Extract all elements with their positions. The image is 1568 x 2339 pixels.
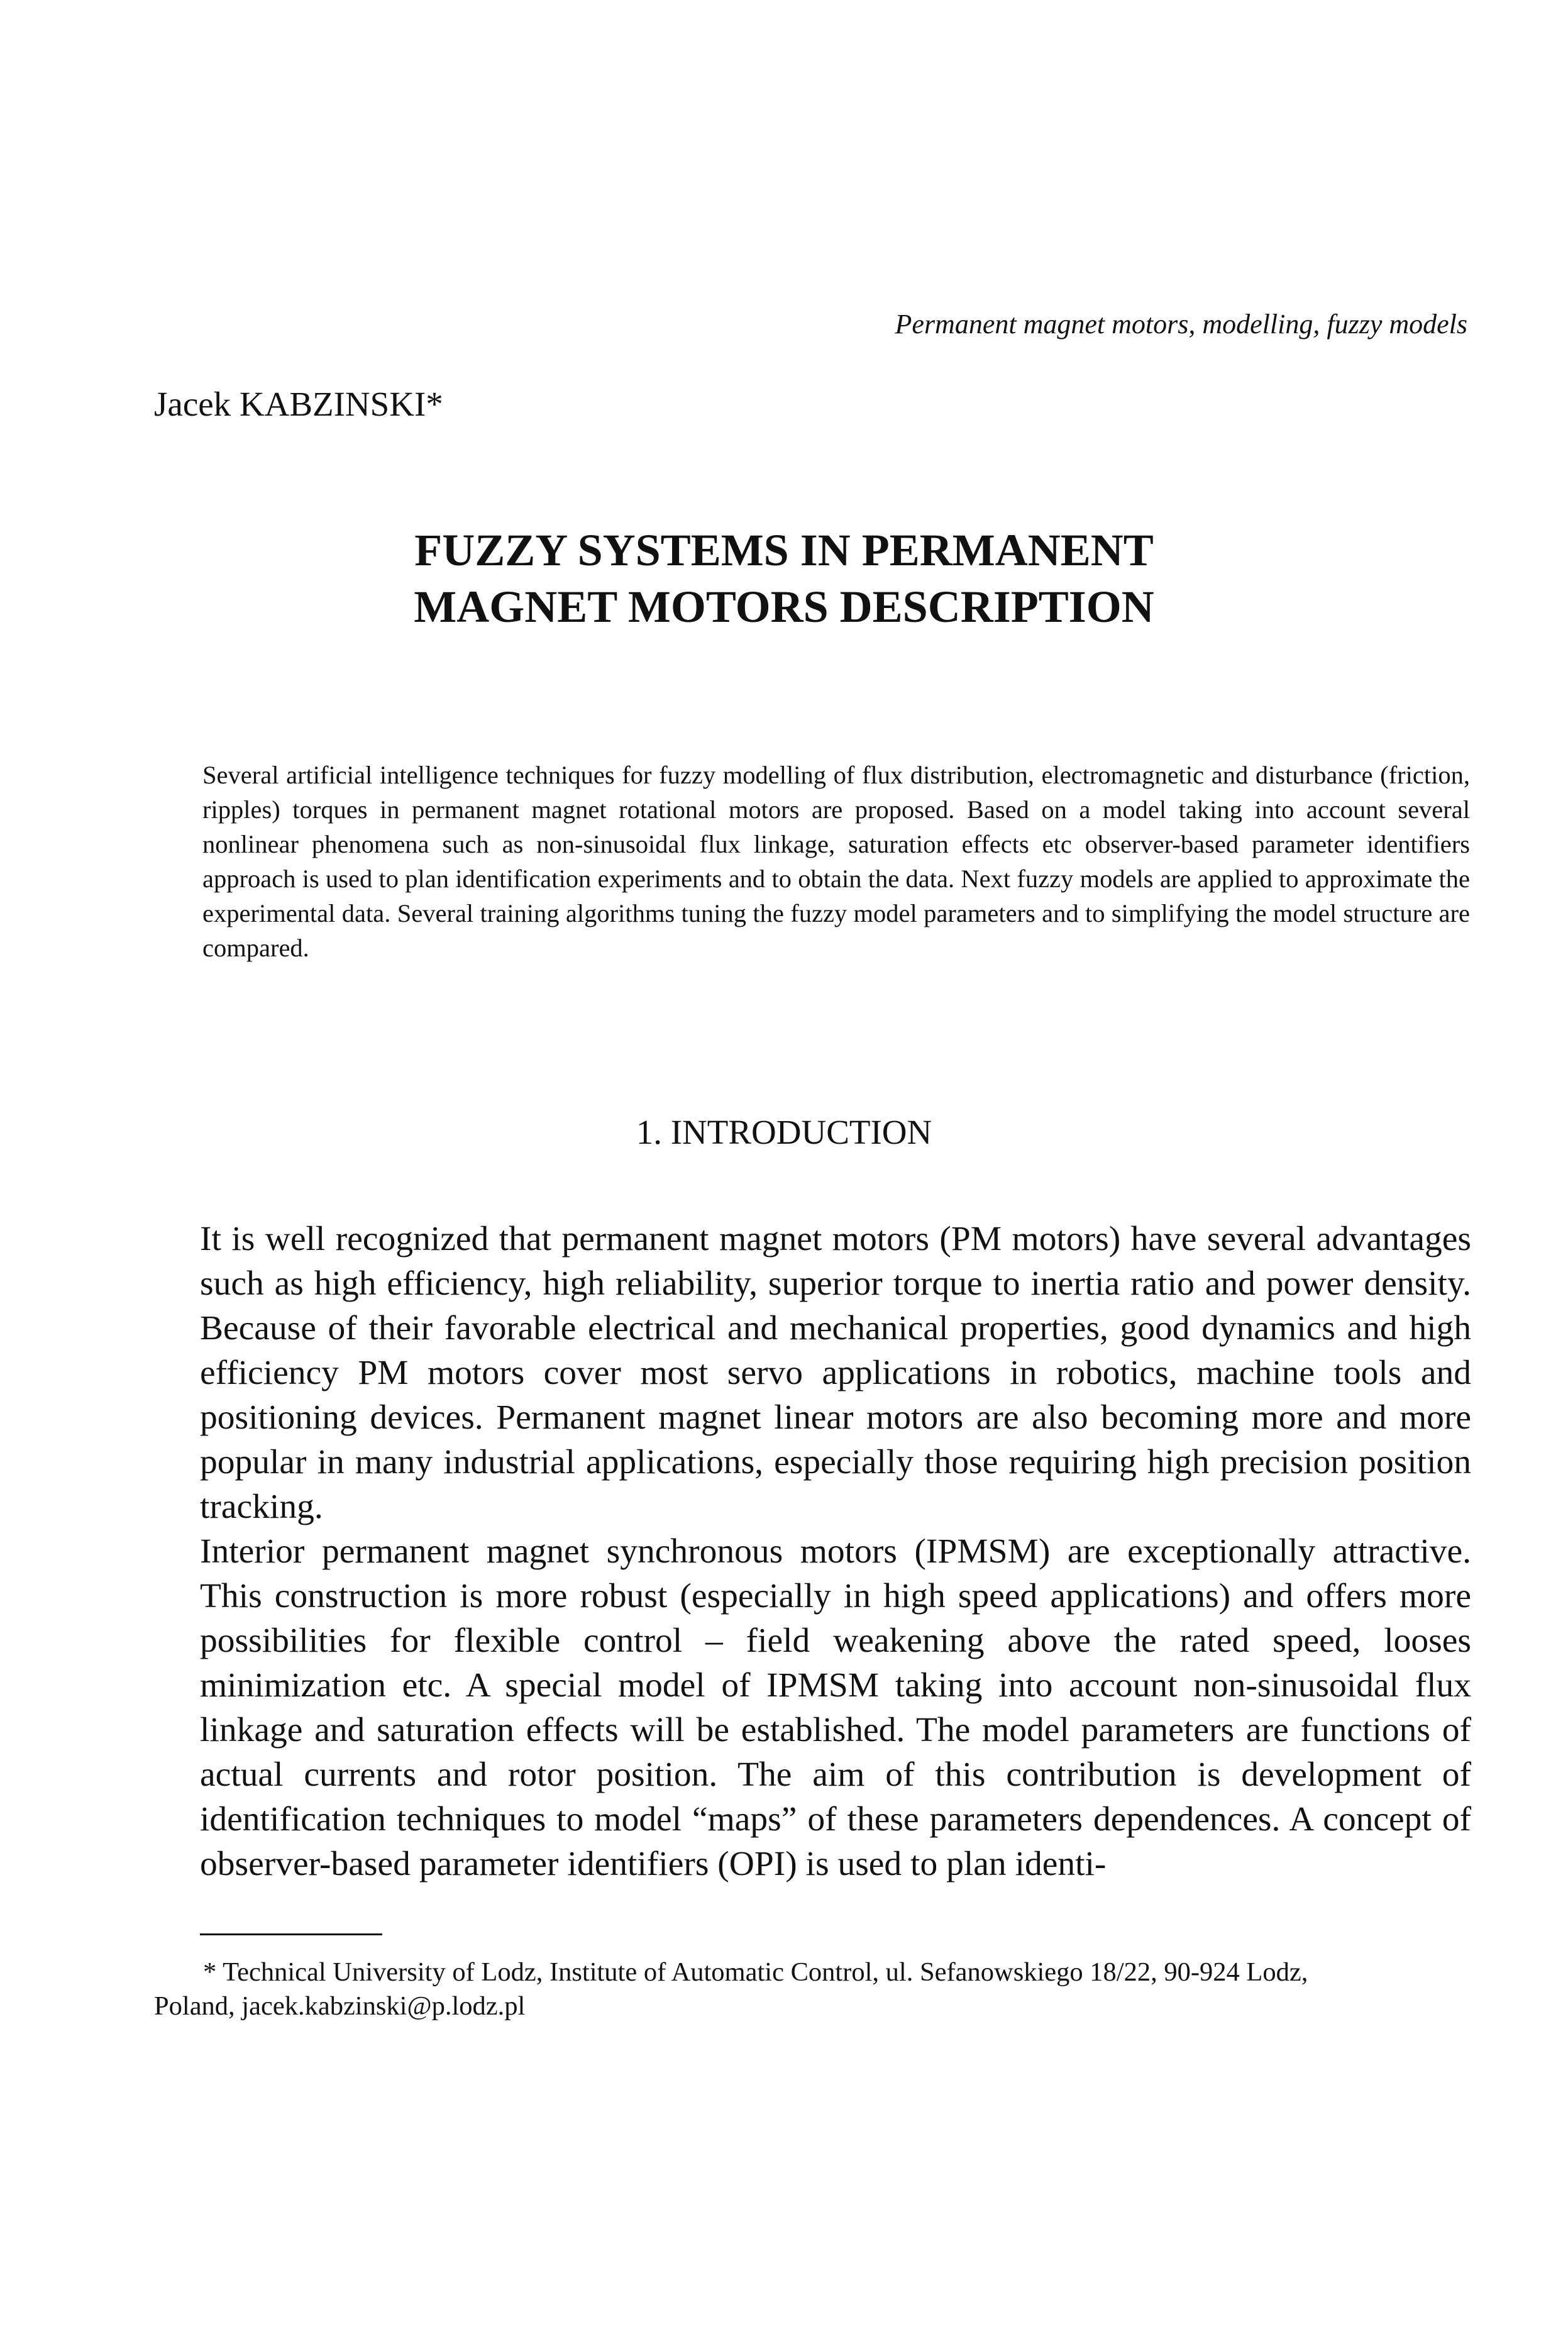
introduction-paragraph-2: Interior permanent magnet synchronous motors (IPMSM) are exceptionally attractive. This construction is more robust (especially in high speed applications) and offers more possibilities for flexible control – field weakening above the rated speed, looses minimization etc. A special model of IPMSM taking into account non-sinusoidal flux linkage and saturation effects will be established. The model parameters are functions of actual currents and rotor position. The aim of this contribution is development of identification techniques to model “maps” of these parameters dependences. A concept of observer-based parameter identifiers (OPI) is used to plan identi- — [200, 1532, 1471, 1883]
footnote — [154, 1955, 1469, 2023]
footnote-line-2: Poland, jacek.kabzinski@p.lodz.pl — [154, 1991, 526, 2021]
paper-title-line-2: MAGNET MOTORS DESCRIPTION — [414, 582, 1154, 632]
keywords: Permanent magnet motors, modelling, fuzzy models — [895, 309, 1467, 340]
footnote-line-1: * Technical University of Lodz, Institute of Automatic Control, ul. Sefanowskiego 18/22, 90-924 Lodz, — [203, 1957, 1308, 1987]
introduction-paragraph-1: It is well recognized that permanent magnet motors (PM motors) have several advantages such as high efficiency, high reliability, superior torque to inertia ratio and power density. Because of their favorable electrical and mechanical properties, good dynamics and high efficiency PM motors cover most servo applications in robotics, machine tools and positioning devices. Permanent magnet linear motors are also becoming more and more popular in many industrial applications, especially those requiring high precision position tracking. — [200, 1220, 1471, 1526]
footnote-divider — [200, 1933, 382, 1935]
paper-title — [0, 522, 1568, 635]
paper-title-line-1: FUZZY SYSTEMS IN PERMANENT — [414, 525, 1154, 575]
section-heading-introduction: 1. INTRODUCTION — [636, 1113, 932, 1151]
introduction-body — [200, 1217, 1471, 1886]
author-name: Jacek KABZINSKI* — [154, 385, 443, 423]
abstract: Several artificial intelligence techniques for fuzzy modelling of flux distribution, electromagnetic and disturbance (friction, ripples) torques in permanent magnet rotational motors are proposed. Based on a model taking into account several nonlinear phenomena such as non-sinusoidal flux linkage, saturation effects etc observer-based parameter identifiers approach is used to plan identification experiments and to obtain the data. Next fuzzy models are applied to approximate the experimental data. Several training algorithms tuning the fuzzy model parameters and to simplifying the model structure are compared. — [202, 761, 1470, 962]
